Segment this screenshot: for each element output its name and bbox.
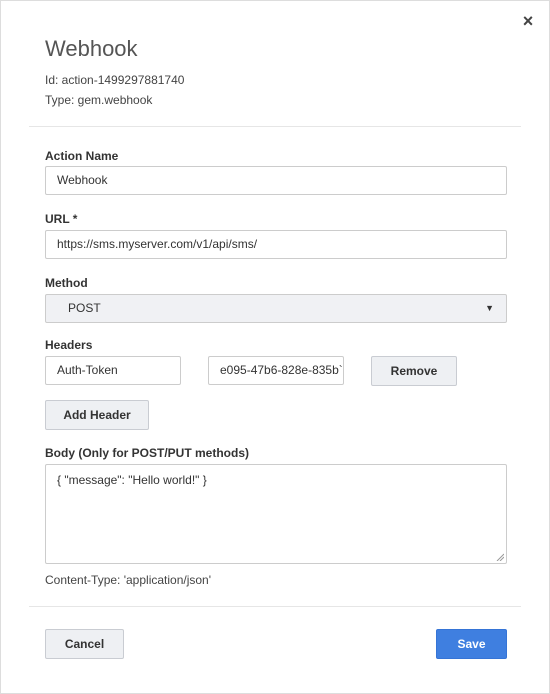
close-icon[interactable]: × (522, 11, 534, 31)
save-button[interactable]: Save (436, 629, 507, 659)
header-value-input[interactable]: e095-47b6-828e-835b` (208, 356, 344, 385)
resize-handle-icon[interactable] (496, 553, 504, 561)
method-label: Method (45, 276, 88, 290)
header-key-input[interactable]: Auth-Token (45, 356, 181, 385)
remove-header-button[interactable]: Remove (371, 356, 457, 386)
headers-label: Headers (45, 338, 93, 352)
header-divider (29, 126, 521, 127)
url-input[interactable]: https://sms.myserver.com/v1/api/sms/ (45, 230, 507, 259)
url-label: URL * (45, 212, 78, 226)
method-selected-value: POST (68, 301, 101, 315)
cancel-button[interactable]: Cancel (45, 629, 124, 659)
action-name-input[interactable]: Webhook (45, 166, 507, 195)
footer-divider (29, 606, 521, 607)
add-header-button[interactable]: Add Header (45, 400, 149, 430)
chevron-down-icon: ▼ (485, 303, 494, 313)
action-name-label: Action Name (45, 149, 119, 163)
method-select[interactable] (45, 294, 507, 323)
body-textarea[interactable] (45, 464, 507, 564)
action-id-text: Id: action-1499297881740 (45, 73, 185, 87)
body-text: { "message": "Hello world!" } (57, 473, 207, 487)
body-label: Body (Only for POST/PUT methods) (45, 446, 250, 460)
dialog-title: Webhook (45, 36, 138, 61)
content-type-hint: Content-Type: 'application/json' (45, 573, 212, 587)
action-type-text: Type: gem.webhook (45, 93, 153, 107)
